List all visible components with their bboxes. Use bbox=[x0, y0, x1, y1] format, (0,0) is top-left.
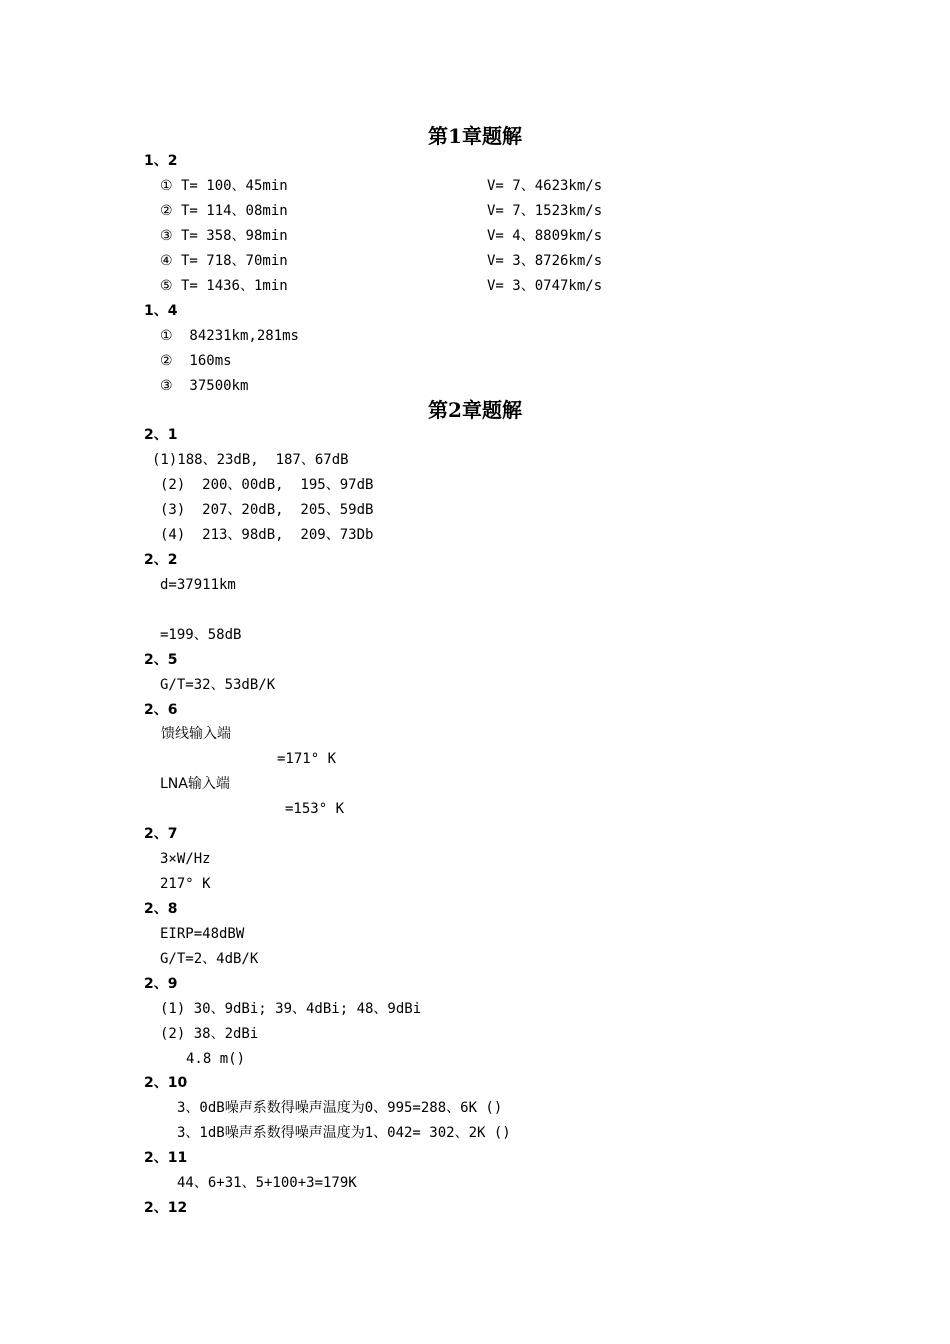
answer-2-1-line-3: (3) 207、20dB, 205、59dB bbox=[160, 502, 374, 518]
answer-1-2-row-2-period: ② T= 114、08min bbox=[160, 203, 288, 219]
question-2-1-label: 2、1 bbox=[144, 427, 178, 443]
answer-2-2-line-2: =199、58dB bbox=[160, 627, 242, 643]
answer-1-2-row-4-velocity: V= 3、8726km/s bbox=[487, 253, 603, 269]
chapter-2-title: 第2章题解 bbox=[428, 398, 522, 422]
answer-1-2-row-3-velocity: V= 4、8809km/s bbox=[487, 228, 603, 244]
answer-2-7-line-1: 3×W/Hz bbox=[160, 851, 211, 867]
answer-2-1-line-2: (2) 200、00dB, 195、97dB bbox=[160, 477, 374, 493]
answer-2-1-line-1: (1)188、23dB, 187、67dB bbox=[152, 452, 349, 468]
question-2-5-label: 2、5 bbox=[144, 652, 178, 668]
answer-1-2-row-5-period: ⑤ T= 1436、1min bbox=[160, 278, 288, 294]
answer-2-6-line-3: LNA输入端 bbox=[160, 776, 230, 792]
answer-2-8-line-2: G/T=2、4dB/K bbox=[160, 951, 259, 967]
answer-1-2-row-5-velocity: V= 3、0747km/s bbox=[487, 278, 603, 294]
answer-2-6-line-4: =153° K bbox=[285, 801, 345, 817]
question-2-9-label: 2、9 bbox=[144, 976, 178, 992]
question-2-2-label: 2、2 bbox=[144, 552, 178, 568]
answer-2-9-line-3: 4.8 m() bbox=[186, 1051, 246, 1067]
answer-2-9-line-2: (2) 38、2dBi bbox=[160, 1026, 259, 1042]
question-2-10-label: 2、10 bbox=[144, 1075, 188, 1091]
answer-2-10-line-1: 3、0dB噪声系数得噪声温度为0、995=288、6K () bbox=[177, 1100, 503, 1116]
answer-2-8-line-1: EIRP=48dBW bbox=[160, 926, 245, 942]
question-2-11-label: 2、11 bbox=[144, 1150, 188, 1166]
answer-2-11-line-1: 44、6+31、5+100+3=179K bbox=[177, 1175, 357, 1191]
chapter-1-title: 第1章题解 bbox=[428, 124, 522, 148]
question-2-12-label: 2、12 bbox=[144, 1200, 188, 1216]
question-2-8-label: 2、8 bbox=[144, 901, 178, 917]
answer-1-2-row-1-velocity: V= 7、4623km/s bbox=[487, 178, 603, 194]
answer-1-2-row-2-velocity: V= 7、1523km/s bbox=[487, 203, 603, 219]
answer-1-4-line-3: ③ 37500km bbox=[160, 378, 249, 394]
answer-1-2-row-4-period: ④ T= 718、70min bbox=[160, 253, 288, 269]
answer-2-6-line-1: 馈线输入端 bbox=[161, 726, 231, 742]
answer-2-9-line-1: (1) 30、9dBi; 39、4dBi; 48、9dBi bbox=[160, 1001, 422, 1017]
answer-2-7-line-2: 217° K bbox=[160, 876, 211, 892]
answer-2-1-line-4: (4) 213、98dB, 209、73Db bbox=[160, 527, 374, 543]
question-2-7-label: 2、7 bbox=[144, 826, 178, 842]
answer-1-2-row-1-period: ① T= 100、45min bbox=[160, 178, 288, 194]
question-1-2-label: 1、2 bbox=[144, 153, 178, 169]
answer-1-2-row-3-period: ③ T= 358、98min bbox=[160, 228, 288, 244]
question-2-6-label: 2、6 bbox=[144, 702, 178, 718]
answer-2-6-line-2: =171° K bbox=[277, 751, 337, 767]
answer-2-2-line-1: d=37911km bbox=[160, 577, 236, 593]
answer-1-4-line-2: ② 160ms bbox=[160, 353, 232, 369]
question-1-4-label: 1、4 bbox=[144, 303, 178, 319]
answer-2-10-line-2: 3、1dB噪声系数得噪声温度为1、042= 302、2K () bbox=[177, 1125, 511, 1141]
answer-2-5-line-1: G/T=32、53dB/K bbox=[160, 677, 276, 693]
answer-1-4-line-1: ① 84231km,281ms bbox=[160, 328, 299, 344]
